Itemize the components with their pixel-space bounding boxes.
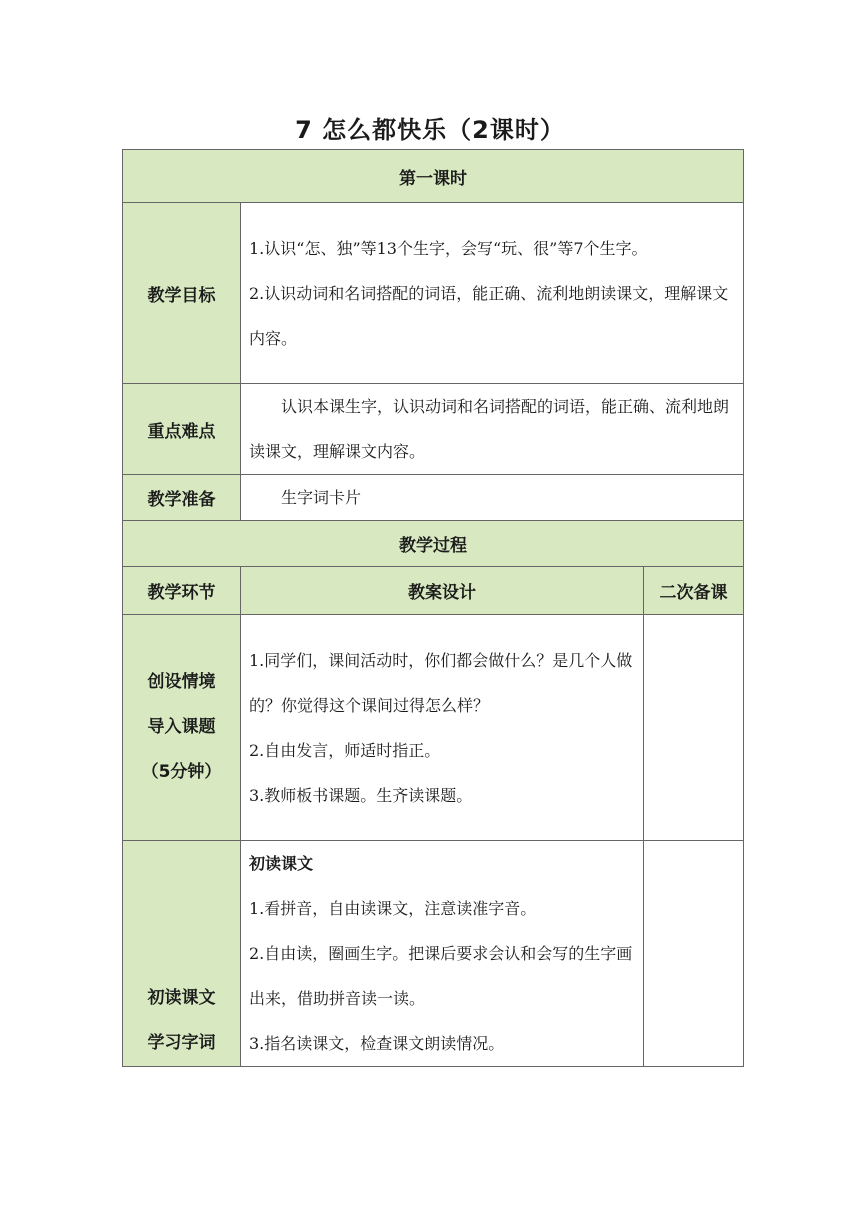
section1-label-line: 创设情境 [147,672,216,692]
key-points-text: 认识本课生字，认识动词和名词搭配的词语，能正确、流利地朗读课文，理解课文内容。 [249,397,730,461]
key-points-row [123,384,744,475]
section2-label-line: 学习字词 [147,1033,216,1053]
preparation-text: 生字词卡片 [281,488,362,507]
column-header-revision: 二次备课 [644,567,744,615]
goals-label: 教学目标 [123,203,241,384]
section1-label [123,615,241,841]
process-header: 教学过程 [123,521,744,567]
goal-line-2: 2.认识动词和名词搭配的词语，能正确、流利地朗读课文，理解课文内容。 [249,283,729,348]
section1-line: 2.自由发言，师适时指正。 [249,740,441,760]
goals-content [241,203,744,384]
section2-content [241,841,644,1067]
column-header-row [123,567,744,615]
lesson-header-row [123,150,744,203]
lesson-plan-table [122,149,744,1067]
process-header-row [123,521,744,567]
preparation-content [241,475,744,521]
section2-line: 3.指名读课文，检查课文朗读情况。 [249,1034,505,1053]
section1-line: 1.同学们，课间活动时，你们都会做什么？是几个人做的？你觉得这个课间过得怎么样？ [249,650,633,715]
section2-line: 2.自由读，圈画生字。把课后要求会认和会写的生字画出来，借助拼音读一读。 [249,944,633,1008]
preparation-row [123,475,744,521]
goal-line-1: 1.认识“怎、独”等13个生字，会写“玩、很”等7个生字。 [249,238,648,258]
section1-content [241,615,644,841]
section2-label [123,841,241,1067]
section1-label-line: （5分钟） [141,762,222,782]
preparation-label: 教学准备 [123,475,241,521]
key-points-label: 重点难点 [123,384,241,475]
document-title: 7 怎么都快乐（2课时） [295,116,565,144]
section2-label-line: 初读课文 [147,988,216,1008]
section2-row [123,841,744,1067]
section2-revision-cell [644,841,744,1067]
section1-label-line: 导入课题 [147,717,216,737]
section2-line: 1.看拼音，自由读课文，注意读准字音。 [249,899,537,918]
key-points-content [241,384,744,475]
section1-line: 3.教师板书课题。生齐读课题。 [249,785,473,805]
column-header-stage: 教学环节 [123,567,241,615]
section1-row [123,615,744,841]
section2-subtitle: 初读课文 [249,854,314,873]
lesson-header: 第一课时 [123,150,744,203]
goals-row [123,203,744,384]
section1-revision-cell [644,615,744,841]
column-header-design: 教案设计 [241,567,644,615]
